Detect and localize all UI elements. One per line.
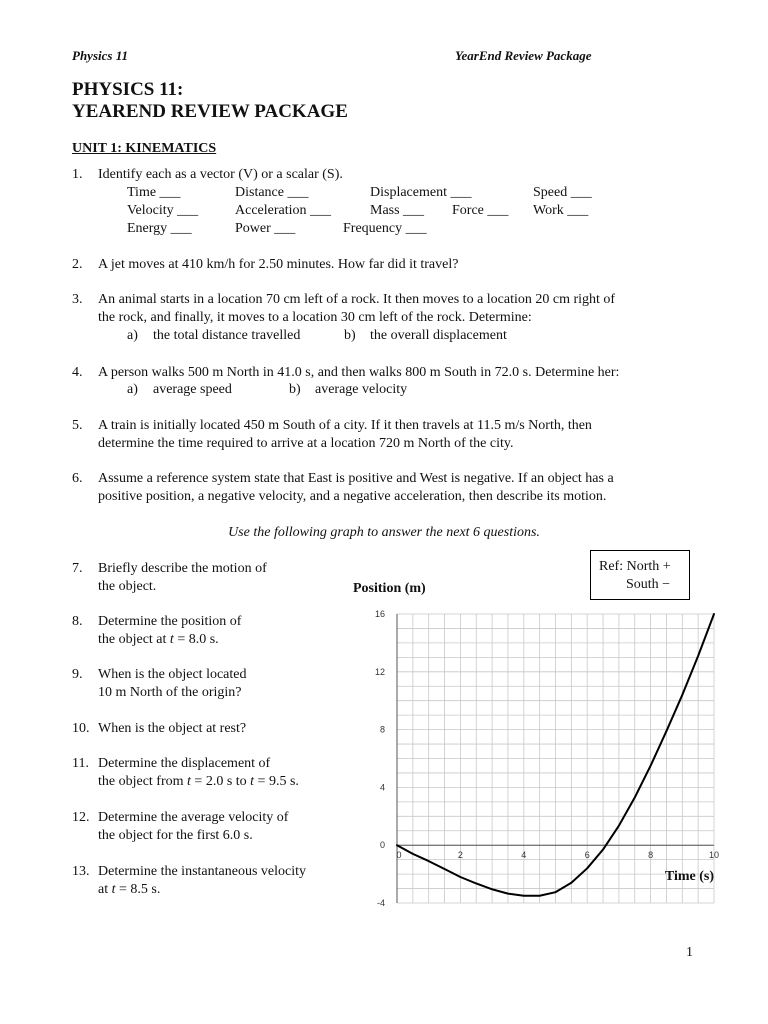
q11-text: the object from <box>98 774 188 789</box>
question-number: 10. <box>72 721 90 736</box>
y-axis-title: Position (m) <box>353 581 426 596</box>
q8-text: the object at <box>98 632 170 647</box>
q4-part-a-label: a) <box>127 382 138 397</box>
question-6-line2: positive position, a negative velocity, and a negative acceleration, then describe its motion. <box>98 489 607 504</box>
running-header-left: Physics 11 <box>72 48 128 63</box>
y-tick-label: -4 <box>376 898 385 908</box>
question-8-line2 <box>98 631 219 649</box>
x-axis-title: Time (s) <box>664 869 714 885</box>
question-12-line2: the object for the first 6.0 s. <box>98 828 253 843</box>
question-13-line1: Determine the instantaneous velocity <box>98 864 306 879</box>
q1-item-distance: Distance ___ <box>235 185 309 200</box>
question-4-text: A person walks 500 m North in 41.0 s, and then walks 800 m South in 72.0 s. Determine her: <box>98 365 620 380</box>
q1-item-speed: Speed ___ <box>533 185 592 200</box>
q3-part-a-text: the total distance travelled <box>153 328 301 343</box>
question-10-line1: When is the object at rest? <box>98 721 247 736</box>
question-number: 1. <box>72 167 83 182</box>
q4-part-b-label: b) <box>289 382 301 397</box>
question-8-line1: Determine the position of <box>98 614 242 629</box>
unit-heading: UNIT 1: KINEMATICS <box>72 141 217 156</box>
time-variable: t <box>187 774 191 789</box>
question-7-line2: the object. <box>98 579 157 594</box>
time-variable: t <box>250 774 255 789</box>
reference-direction-box <box>590 550 690 600</box>
q1-item-displacement: Displacement ___ <box>370 185 472 200</box>
q11-text: = 2.0 s to <box>190 774 251 789</box>
q1-item-frequency: Frequency ___ <box>343 221 427 236</box>
question-number: 7. <box>72 561 83 576</box>
q1-item-power: Power ___ <box>235 221 296 236</box>
q13-text: at <box>98 882 112 897</box>
q1-item-time: Time ___ <box>127 185 181 200</box>
y-tick-label: 16 <box>374 609 385 619</box>
question-number: 12. <box>72 810 90 825</box>
q3-part-b-label: b) <box>344 328 356 343</box>
page-number: 1 <box>686 945 693 960</box>
question-7-line1: Briefly describe the motion of <box>98 561 267 576</box>
question-5-line1: A train is initially located 450 m South of a city. If it then travels at 11.5 m/s North, then <box>98 418 592 433</box>
question-number: 3. <box>72 292 83 307</box>
q1-item-work: Work ___ <box>533 203 589 218</box>
question-number: 2. <box>72 257 83 272</box>
q1-item-acceleration: Acceleration ___ <box>235 203 332 218</box>
q1-item-velocity: Velocity ___ <box>127 203 199 218</box>
q13-text: = 8.5 s. <box>115 882 161 897</box>
q3-part-b-text: the overall displacement <box>370 328 507 343</box>
y-tick-label: 12 <box>374 666 385 677</box>
question-number: 8. <box>72 614 83 629</box>
y-tick-label: 8 <box>379 724 385 735</box>
question-number: 11. <box>72 756 89 771</box>
time-variable: t <box>111 882 116 897</box>
question-5-line2: determine the time required to arrive at a location 720 m North of the city. <box>98 436 514 451</box>
x-tick-label: 4 <box>521 850 527 861</box>
question-9-line1: When is the object located <box>98 667 247 682</box>
question-number: 13. <box>72 864 90 879</box>
x-tick-label: 10 <box>708 850 720 861</box>
question-1-text: Identify each as a vector (V) or a scalar (S). <box>98 167 343 182</box>
ref-south: South − <box>626 577 671 592</box>
q3-part-a-label: a) <box>127 328 138 343</box>
x-tick-label: 6 <box>584 850 590 861</box>
question-number: 9. <box>72 667 83 682</box>
q1-item-mass: Mass ___ <box>370 203 425 218</box>
x-tick-label: 0 <box>396 850 402 861</box>
ref-north: Ref: North + <box>599 559 671 574</box>
question-3-line1: An animal starts in a location 70 cm left of a rock. It then moves to a location 20 cm right of <box>98 292 616 307</box>
page-title-line1: PHYSICS 11: <box>72 79 184 100</box>
question-11-line2 <box>98 773 299 791</box>
q4-part-a-text: average speed <box>153 382 232 397</box>
q8-text: = 8.0 s. <box>173 632 219 647</box>
question-11-line1: Determine the displacement of <box>98 756 271 771</box>
question-number: 5. <box>72 418 83 433</box>
y-tick-label: 4 <box>379 782 385 793</box>
time-variable: t <box>169 632 174 647</box>
graph-instruction: Use the following graph to answer the next 6 questions. <box>228 525 540 540</box>
q4-part-b-text: average velocity <box>315 382 408 397</box>
question-13-line2 <box>98 881 160 899</box>
question-9-line2: 10 m North of the origin? <box>98 685 242 700</box>
x-tick-label: 2 <box>457 850 463 861</box>
question-12-line1: Determine the average velocity of <box>98 810 289 825</box>
question-2-text: A jet moves at 410 km/h for 2.50 minutes. How far did it travel? <box>98 257 459 272</box>
running-header-right: YearEnd Review Package <box>455 48 592 63</box>
question-3-line2: the rock, and finally, it moves to a location 30 cm left of the rock. Determine: <box>98 310 532 325</box>
x-tick-label: 8 <box>648 850 654 861</box>
question-6-line1: Assume a reference system state that East is positive and West is negative. If an object has a <box>98 471 614 486</box>
q1-item-force: Force ___ <box>452 203 509 218</box>
y-tick-label: 0 <box>379 840 385 851</box>
q1-item-energy: Energy ___ <box>127 221 192 236</box>
q11-text: = 9.5 s. <box>254 774 299 789</box>
page-title-line2: YEAREND REVIEW PACKAGE <box>72 101 348 122</box>
question-number: 4. <box>72 365 83 380</box>
question-number: 6. <box>72 471 83 486</box>
